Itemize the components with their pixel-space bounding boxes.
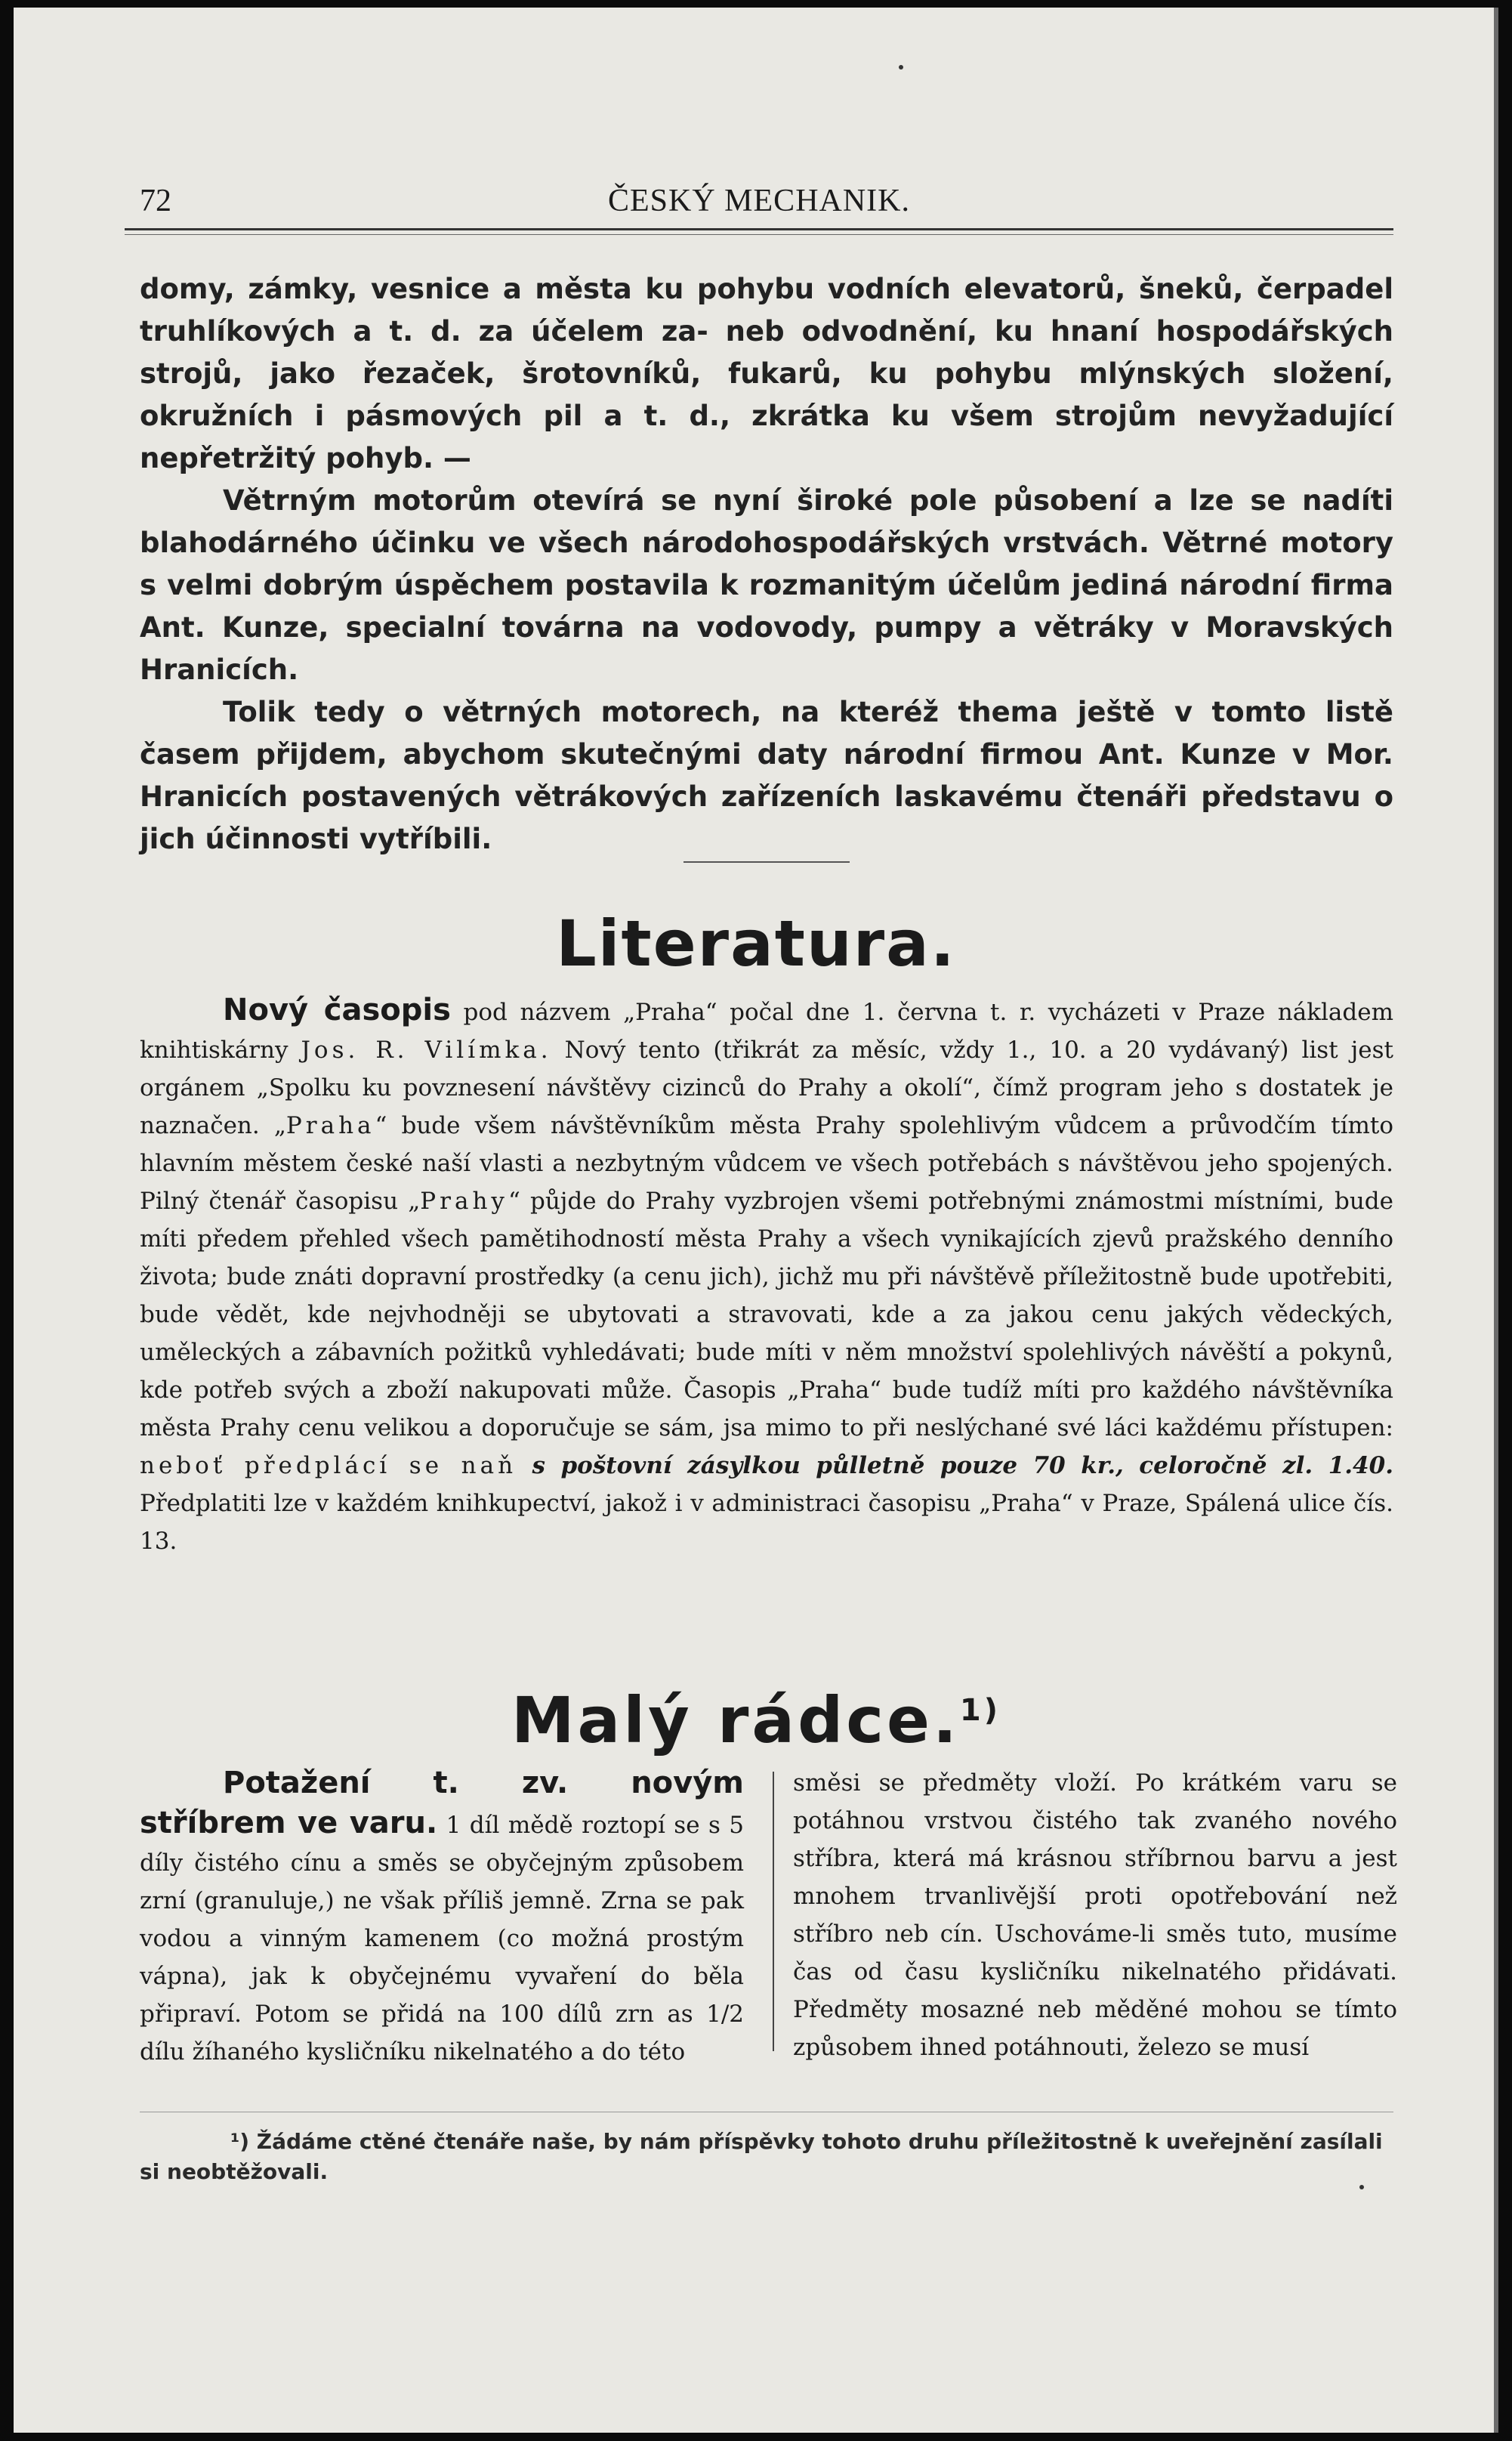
text-run: “ půjde do Prahy vyzbrojen všemi potřebnými známostmi místními, bude míti předem přehled všech pamětihodností města Prahy a všech vynikajících zjevů pražského denního života; bude znáti dopravní prostředky (a cenu jich), jichž mu při návštěvě příležitostně bude upotřebiti, bude vědět, kde nejvhodněji se ubytovati a stravovati, kde a za jakou cenu jakých vědeckých, uměleckých a zábavních požitků vyhledávati; bude míti v něm množství spolehlivých návěští a pokynů, kde potřeb svých a zboží nakupovati může. Časopis „Praha“ bude tudíž míti pro každého návštěvníka města Prahy cenu velikou a doporučuje se sám, jsa mimo to při neslýchané své láci každému přístupen:	[140, 1188, 1393, 1441]
paragraph: Větrným motorům otevírá se nyní široké pole působení a lze se nadíti blahodárného účinku ve všech národohospodářských vrstvách. Větrné motory s velmi dobrým úspěchem postavila k rozmanitým účelům jediná národní firma Ant. Kunze, specialní továrna na vodovody, pumpy a větráky v Moravských Hranicích.	[140, 484, 1393, 686]
heading-text: Malý rádce.	[511, 1683, 960, 1757]
paragraph: domy, zámky, vesnice a města ku pohybu vodních elevatorů, šneků, čerpadel truhlíkových a t. d. za účelem za- neb odvodnění, ku hnaní hospodářských strojů, jako řezaček, šrotovníků, fukarů, ku pohybu mlýnských složení, okružních i pásmových pil a t. d., zkrátka ku všem strojům nevyžadující nepřetržitý pohyb. —	[140, 273, 1393, 474]
spaced-text: neboť předplácí se naň	[140, 1452, 517, 1479]
left-column	[140, 1764, 744, 2071]
text-run: dílu žíhaného kysličníku nikelnatého a do této	[140, 2038, 686, 2066]
page-number: 72	[140, 184, 171, 218]
text-run: 1 díl mědě roztopí se s 5 díly čistého cínu a směs se obyčejným způsobem zrní (granuluje,) ne však příliš jemně. Zrna se pak vodou a vinným kamenem (co možná prostým vápna), jak k obyčejnému vyvaření do běla připraví. Potom se přidá na 100 dílů zrn as	[140, 1812, 744, 2028]
price-text: s poštovní zásylkou půlletně pouze 70 kr., celoročně zl. 1.40.	[517, 1452, 1393, 1479]
page-header	[125, 175, 1393, 221]
header-rule-thin	[125, 234, 1393, 235]
literature-section	[140, 991, 1393, 1560]
ink-speck	[899, 65, 903, 70]
header-rule	[125, 228, 1393, 230]
publisher-name: Jos. R. Vilímka.	[301, 1037, 552, 1064]
ink-speck	[1359, 2185, 1364, 2189]
praha-name: Prahy	[420, 1188, 508, 1215]
text-run: Předplatiti lze v každém knihkupectví, jakož i v administraci časopisu „Praha“ v Praze, Spálená ulice čís. 13.	[140, 1490, 1393, 1555]
running-title: ČESKÝ MECHANIK.	[607, 184, 910, 218]
section-divider	[683, 861, 850, 863]
literature-lead: Nový časopis	[223, 993, 451, 1027]
praha-name: Praha	[285, 1112, 375, 1139]
literature-heading: Literatura.	[556, 907, 956, 981]
column-paragraph	[140, 1764, 744, 2071]
text-run: “ bude všem návštěvníkům města Prahy spolehlivým vůdcem a průvodčím tímto hlavním městem české naší vlasti a nezbytným vůdcem ve všech potřebách s návštěvou jeho spojených. Pilný čtenář časopisu „	[140, 1112, 1394, 1215]
column-divider	[773, 1772, 774, 2051]
article-body	[140, 268, 1393, 861]
footnote-marker: 1)	[959, 1693, 1001, 1728]
paragraph: Tolik tedy o větrných motorech, na kteréž thema ještě v tomto listě časem přijdem, abychom skutečnými daty národní firmou Ant. Kunze v Mor. Hranicích postavených větrákových zařízeních laskavému čtenáři představu o jich účinnosti vytříbili.	[140, 696, 1393, 855]
right-column	[793, 1764, 1397, 2066]
text-run: Nový tento (třikrát za měsíc, vždy 1., 10. a 20 vydávaný) list jest orgánem „Spolku ku povznesení návštěvy cizinců do Prahy a okolí“, čímž program jeho s dostatek je naznačen. „	[140, 1037, 1393, 1139]
footnote: ¹) Žádáme ctěné čtenáře naše, by nám příspěvky tohoto druhu příležitostně k uveřejnění zasílali si neobtěžovali.	[140, 2129, 1383, 2184]
column-paragraph: směsi se předměty vloží. Po krátkém varu se potáhnou vrstvou čistého tak zvaného nového stříbra, která má krásnou stříbrnou barvu a jest mnohem trvanlivější proti opotřebování než stříbro neb cín. Uschováme-li směs tuto, musíme čas od času kysličníku nikelnatého přidávati. Předměty mosazné neb měděné mohou se tímto způsobem ihned potáhnouti, železo se musí	[793, 1769, 1397, 2061]
fraction: 1/2	[706, 2001, 744, 2028]
text-run: pod názvem „Praha“ počal dne 1. června t. r. vycházeti v Praze nákladem knihtiskárny	[140, 999, 1393, 1064]
literature-paragraph	[140, 991, 1393, 1560]
column-title: Potažení t. zv. novým stříbrem ve varu.	[140, 1766, 744, 1840]
small-advisor-heading	[0, 1683, 1512, 1757]
